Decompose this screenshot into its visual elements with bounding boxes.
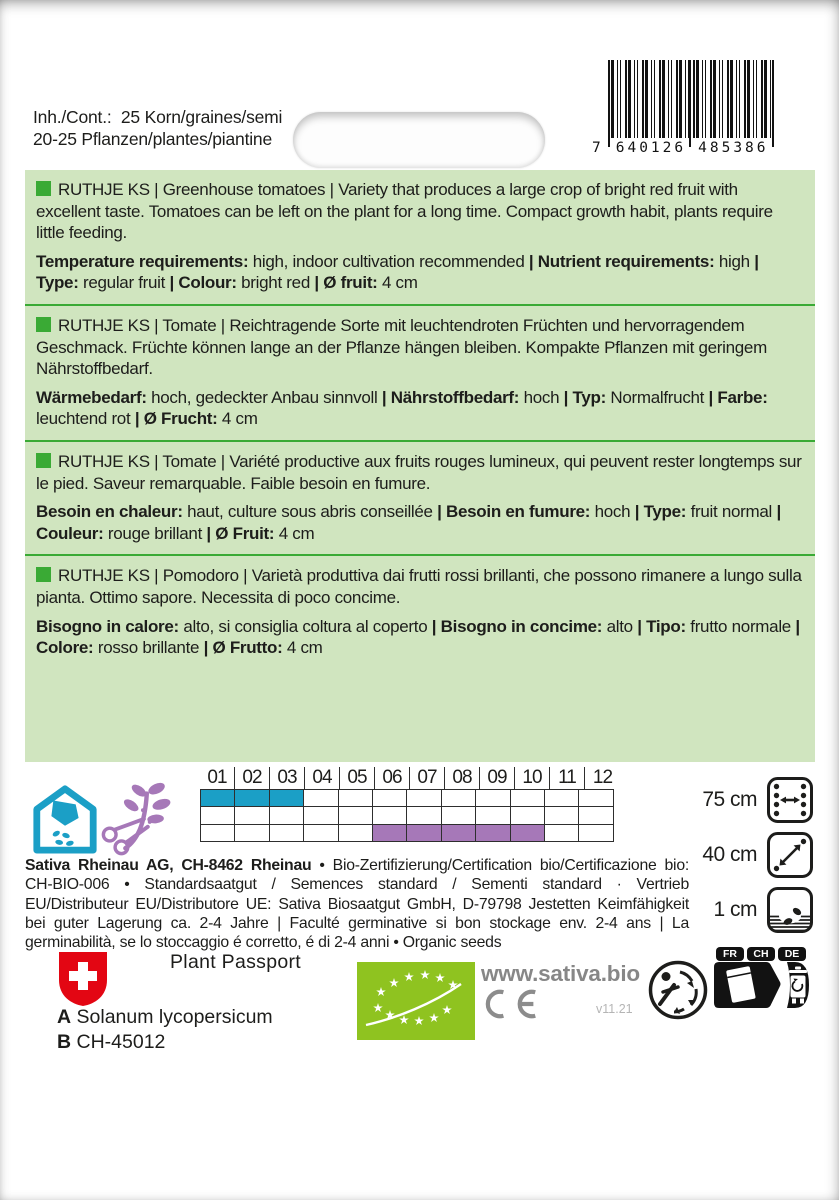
passport-b-value: CH-45012 — [76, 1030, 166, 1053]
section-description: RUTHJE KS | Greenhouse tomatoes | Variety that produces a large crop of bright red fruit with excellent taste. Tomatoes can be left on the plant for a long time. Compact growth habit, plants require little feeding. — [36, 180, 773, 243]
calendar-cell — [304, 790, 338, 807]
spacing-row — [686, 776, 814, 824]
harvest-scissors-plant-icon — [98, 776, 180, 858]
contents-value: 25 Korn/graines/semi — [120, 107, 283, 127]
website-url: www.sativa.bio — [481, 961, 640, 986]
company-certification-text — [25, 856, 689, 952]
calendar-cell — [544, 824, 578, 841]
swiss-shield-icon — [57, 950, 109, 1008]
barcode-guard — [772, 60, 774, 147]
green-square-icon — [36, 181, 51, 196]
month-label: 05 — [340, 767, 375, 789]
passport-line-a — [57, 1005, 273, 1030]
calendar-cell — [372, 824, 406, 841]
calendar-cell — [372, 790, 406, 807]
triman-recycling-icon — [647, 959, 709, 1021]
month-label: 10 — [515, 767, 550, 789]
ce-mark-icon — [479, 989, 539, 1019]
sowing-depth-icon — [766, 886, 814, 934]
calendar-cell — [201, 790, 235, 807]
plant-spacing-icon — [766, 831, 814, 879]
calendar-cell — [510, 807, 544, 824]
calendar-grid — [200, 789, 614, 842]
calendar-cell — [407, 807, 441, 824]
disposal-graphic — [709, 960, 813, 1010]
calendar-row-sowing — [201, 790, 614, 807]
language-sections-panel — [25, 170, 815, 762]
disposal-sorting-icon — [709, 947, 813, 1010]
calendar-cell — [338, 824, 372, 841]
calendar-cell — [269, 807, 303, 824]
calendar-cell — [269, 790, 303, 807]
calendar-cell — [510, 824, 544, 841]
calendar-cell — [338, 807, 372, 824]
contents-info — [33, 106, 282, 150]
calendar-cell — [441, 824, 475, 841]
calendar-cell — [476, 807, 510, 824]
section-specs: Bisogno in calore: alto, si consiglia coltura al coperto | Bisogno in concime: alto | Tipo: frutto normale | Colore: rosso brillante | Ø Frutto: 4 cm — [36, 616, 800, 658]
section-description: RUTHJE KS | Tomate | Variété productive aux fruits rouges lumineux, qui peuvent rester longtemps sur le pied. Saveur remarquable. Faible besoin en fumure. — [36, 451, 802, 493]
calendar-cell — [579, 790, 613, 807]
disposal-country-tabs — [709, 947, 813, 961]
variety-section-fr — [25, 440, 815, 554]
calendar-cell — [201, 824, 235, 841]
barcode-group2: 485386 — [698, 140, 769, 156]
calendar-cell — [510, 790, 544, 807]
barcode-digits — [592, 140, 788, 156]
calendar-cell — [544, 790, 578, 807]
month-label: 03 — [270, 767, 305, 789]
variety-section-en — [25, 170, 815, 304]
plant-passport-title: Plant Passport — [170, 951, 302, 973]
calendar-cell — [235, 824, 269, 841]
calendar-cell — [304, 824, 338, 841]
passport-b-label: B — [57, 1030, 72, 1053]
barcode-prefix: 7 — [592, 140, 604, 156]
calendar-cell — [304, 807, 338, 824]
sowing-calendar — [200, 767, 620, 842]
barcode-group1: 640126 — [615, 140, 687, 156]
month-label: 06 — [375, 767, 410, 789]
spacing-label: 1 cm — [713, 898, 757, 921]
month-label: 01 — [200, 767, 235, 789]
calendar-cell — [441, 807, 475, 824]
month-label: 02 — [235, 767, 270, 789]
calendar-cell — [544, 807, 578, 824]
calendar-row-spacer — [201, 807, 614, 824]
greenhouse-sowing-icon — [30, 782, 100, 856]
calendar-cell — [407, 790, 441, 807]
section-description: RUTHJE KS | Pomodoro | Varietà produttiva dai frutti rossi brillanti, che possono rimanere a lungo sulla pianta. Ottimo sapore. Necessita di poco concime. — [36, 566, 802, 607]
passport-a-label: A — [57, 1006, 72, 1028]
section-specs: Wärmebedarf: hoch, gedeckter Anbau sinnvoll | Nährstoffbedarf: hoch | Typ: Normalfrucht | Farbe: leuchtend rot | Ø Frucht: 4 cm — [36, 387, 768, 429]
barcode-guard — [689, 60, 691, 147]
month-label: 07 — [410, 767, 445, 789]
variety-section-de — [25, 304, 815, 440]
calendar-cell — [579, 824, 613, 841]
tab-de: DE — [778, 947, 806, 961]
month-label: 04 — [305, 767, 340, 789]
calendar-cell — [269, 824, 303, 841]
month-label: 12 — [592, 767, 613, 788]
calendar-cell — [372, 807, 406, 824]
section-specs: Temperature requirements: high, indoor cultivation recommended | Nutrient requirements: high | Type: regular fruit | Colour: bright red | Ø fruit: 4 cm — [36, 251, 759, 293]
variety-section-it — [25, 554, 815, 668]
month-label: 11 — [550, 767, 585, 789]
hang-hole-cutout — [293, 112, 545, 168]
barcode-guard — [608, 60, 610, 147]
calendar-cell — [201, 807, 235, 824]
spacing-label: 40 cm — [702, 843, 757, 866]
contents-label: Inh./Cont.: — [33, 107, 112, 127]
barcode-bars — [608, 60, 774, 138]
calendar-cell — [235, 807, 269, 824]
tab-ch: CH — [747, 947, 775, 961]
calendar-cell — [407, 824, 441, 841]
calendar-cell — [441, 790, 475, 807]
section-specs: Besoin en chaleur: haut, culture sous abris conseillée | Besoin en fumure: hoch | Type: fruit normal | Couleur: rouge brillant | Ø Fruit: 4 cm — [36, 502, 781, 543]
certification-text: • Bio-Zertifizierung/Certification bio/Certificazione bio: CH-BIO-006 • Standardsaatgut / Semences standard / Sementi standard · Vertrieb EU/Distributeur EU/Distributore UE: Sativa Biosaatgut GmbH, D-79798 Jestetten Keimfähigkeit bei guter Lagerung ca. 2-4 Jahre | Faculté germinative si bon stockage env. 2-4 ans | La germinabilità, se lo stoccaggio é corretto, é di 2-4 anni • Organic seeds — [25, 857, 689, 952]
spacing-label: 75 cm — [702, 788, 757, 811]
calendar-cell — [476, 790, 510, 807]
version-label: v11.21 — [596, 1002, 633, 1016]
green-square-icon — [36, 567, 51, 582]
contents-line2: 20-25 Pflanzen/plantes/piantine — [33, 129, 272, 149]
month-label: 09 — [480, 767, 515, 789]
calendar-cell — [235, 790, 269, 807]
spacing-row — [686, 831, 814, 879]
calendar-cell — [579, 807, 613, 824]
row-spacing-icon — [766, 776, 814, 824]
calendar-month-header — [200, 767, 620, 789]
company-name: Sativa Rheinau AG, CH-8462 Rheinau — [25, 857, 312, 874]
calendar-cell — [338, 790, 372, 807]
eu-organic-leaf-logo — [357, 962, 475, 1040]
passport-a-value: Solanum lycopersicum — [76, 1006, 273, 1028]
spacing-info — [686, 776, 814, 941]
barcode — [592, 60, 788, 162]
tab-fr: FR — [716, 947, 744, 961]
section-description: RUTHJE KS | Tomate | Reichtragende Sorte mit leuchtendroten Früchten und hervorragendem Geschmack. Früchte können lange an der Pflanze hängen bleiben. Kompakte Pflanzen mit geringem Nährstoffbedarf. — [36, 315, 767, 379]
calendar-cell — [476, 824, 510, 841]
spacing-row — [686, 886, 814, 934]
month-label: 08 — [445, 767, 480, 789]
green-square-icon — [36, 317, 51, 332]
calendar-row-harvest — [201, 824, 614, 841]
green-square-icon — [36, 453, 51, 468]
passport-line-b — [57, 1030, 273, 1055]
passport-details — [57, 1005, 273, 1054]
